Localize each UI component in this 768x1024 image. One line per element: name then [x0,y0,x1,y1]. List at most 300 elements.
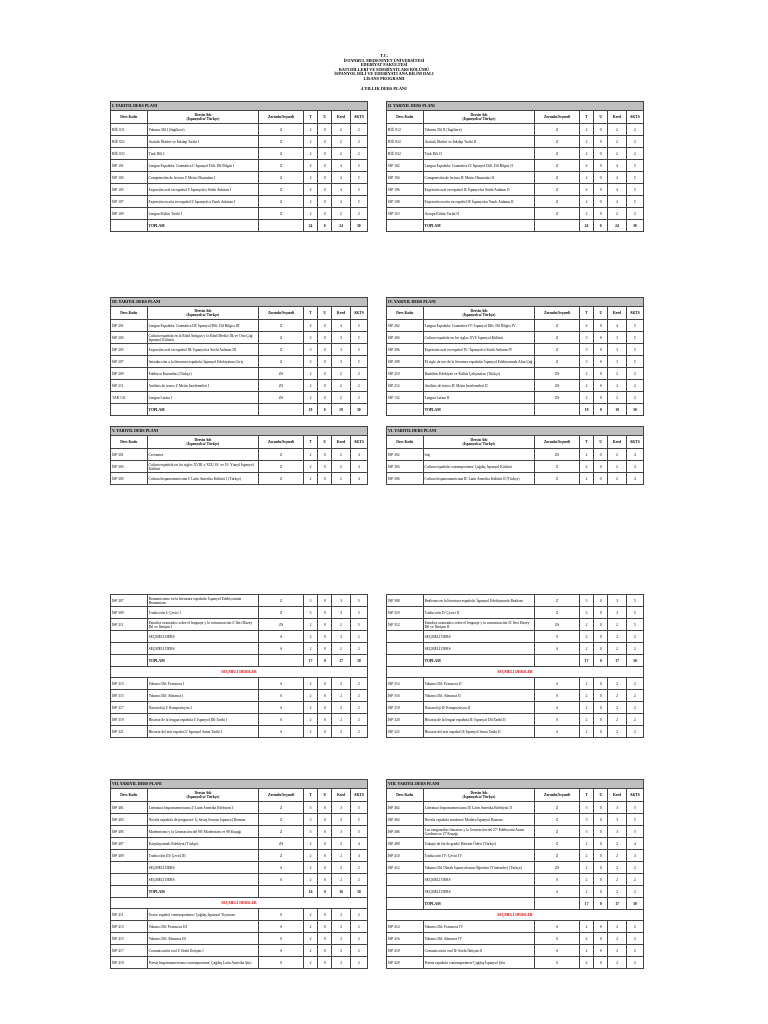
course-kred: 2 [332,136,350,148]
course-t: 4 [579,172,593,184]
course-akts: 2 [350,631,367,643]
col-header-akts: AKTS [350,307,367,320]
course-u: 0 [318,619,332,631]
course-t: 3 [303,344,317,356]
course-row [387,619,644,631]
course-akts: 5 [350,332,367,344]
total-u: 0 [594,898,608,910]
course-code: İSP 414 [387,921,424,933]
course-t: 3 [579,356,593,368]
course-u: 0 [594,957,608,969]
course-type: S [259,702,304,714]
course-kred: 4 [608,160,626,172]
course-code: İSP 307 [111,595,148,607]
col-header-name-line: Dersin Adı [194,791,212,795]
course-kred: 2 [332,702,350,714]
course-u: 0 [318,208,332,220]
course-kred: 2 [332,380,350,392]
course-akts: 5 [626,802,643,814]
course-code: İSP 205 [111,344,148,356]
course-kred: 3 [332,356,350,368]
total-row [387,655,644,667]
course-code: İSP 301 [111,449,148,461]
course-type: Z [535,332,580,344]
course-kred: 3 [332,802,350,814]
course-kred: 2 [332,838,350,850]
course-kred: 2 [332,678,350,690]
course-row [111,714,368,726]
course-akts: 5 [350,160,367,172]
col-header-name-line: (İspanyolca/ Türkçe) [186,442,220,446]
course-u: 0 [594,172,608,184]
course-name: Yabancı Dil: Fransızca III [147,921,259,933]
col-header-kred: Kred [332,789,350,802]
course-u: 0 [318,678,332,690]
course-u: 0 [318,690,332,702]
course-type: Z [259,607,304,619]
course-type: S [535,945,580,957]
col-header-type: Zorunlu/Seçmeli [259,436,304,449]
course-row [387,356,644,368]
course-t: 2 [579,690,593,702]
col-header-name-line: Dersin Adı [194,438,212,442]
total-kred: 24 [332,220,350,232]
course-name: Cultura española en los siglos XVIII y XIX/ 18. ve 19. Yüzyıl İspanyol Kültürü [147,461,259,473]
course-t: 2 [579,619,593,631]
course-name: SEÇMELİ DERS [147,874,259,886]
course-u: 0 [318,838,332,850]
course-type: Z [259,172,304,184]
course-name: Realismo en la literatura española/ İspanyol Edebiyatında Realizm [423,595,535,607]
col-header-akts: AKTS [626,307,643,320]
course-code: İSP 404 [387,814,424,826]
course-code: İSP 132 [387,392,424,404]
course-kred: 2 [608,702,626,714]
col-header-t: T [579,789,593,802]
col-header-akts: AKTS [626,789,643,802]
course-akts: 2 [626,726,643,738]
course-type: S [535,957,580,969]
course-t: 2 [303,690,317,702]
course-code: İSP 320 [387,714,424,726]
document-header [0,54,768,91]
total-label: TOPLAM [147,655,259,667]
total-label: TOPLAM [147,220,259,232]
course-u: 0 [318,368,332,380]
course-type: Z [535,148,580,160]
course-row [111,196,368,208]
course-kred: 3 [608,607,626,619]
course-type: Z [535,196,580,208]
course-akts: 2 [626,886,643,898]
course-type: S [259,631,304,643]
course-code: İSP 103 [111,172,148,184]
course-name: Narratoloji I/ Kompozisyon I [147,702,259,714]
course-row [387,449,644,461]
total-akts: 30 [626,655,643,667]
course-code: İSP 204 [387,332,424,344]
course-kred: 4 [332,184,350,196]
course-kred: 2 [332,461,350,473]
semester-table [386,779,644,969]
course-name: Expresión oral en español I/ İspanyolca Sözlü Anlatım I [147,184,259,196]
course-u: 0 [318,595,332,607]
course-code: İSP 209 [111,368,148,380]
course-kred: 2 [332,631,350,643]
total-label: TOPLAM [147,886,259,898]
total-akts: 30 [626,898,643,910]
col-header-type: Zorunlu/Seçmeli [259,111,304,124]
course-t: 2 [579,136,593,148]
course-t: 3 [579,332,593,344]
course-kred: 2 [608,933,626,945]
course-t: 3 [303,595,317,607]
course-name: Yabancı Dil: Fransızca I [147,678,259,690]
course-u: 0 [318,862,332,874]
course-t: 2 [303,945,317,957]
course-kred: 2 [332,690,350,702]
course-akts: 5 [350,356,367,368]
course-u: 0 [594,850,608,862]
course-row [111,380,368,392]
course-code: İSP 403 [111,814,148,826]
course-row [111,136,368,148]
course-kred: 2 [608,862,626,874]
course-kred: 2 [332,874,350,886]
course-t: 2 [303,850,317,862]
course-code: İSP 305 [111,473,148,485]
course-akts: 2 [626,124,643,136]
course-code: İSP 318 [387,702,424,714]
semester-title: IV. YARIYIL DERS PLANI [387,298,644,307]
col-header-akts: AKTS [350,111,367,124]
course-akts: 4 [350,461,367,473]
course-akts: 2 [350,921,367,933]
course-u: 0 [594,368,608,380]
course-row [387,802,644,814]
course-row [387,172,644,184]
course-kred: 3 [608,356,626,368]
course-type: ZS [535,368,580,380]
course-row [111,344,368,356]
course-akts: 5 [626,619,643,631]
course-code: İSP 406 [387,826,424,838]
course-t: 2 [303,909,317,921]
course-type: Z [259,136,304,148]
course-t: 2 [579,702,593,714]
course-row [387,320,644,332]
course-u: 0 [594,449,608,461]
total-akts: 30 [350,655,367,667]
course-u: 0 [594,678,608,690]
course-akts: 4 [350,473,367,485]
course-row [111,332,368,344]
col-header-kred: Kred [332,307,350,320]
course-code: İSP 411 [111,909,148,921]
col-header-code: Ders Kodu [111,111,148,124]
course-t: 2 [579,208,593,220]
course-t: 2 [303,619,317,631]
course-row [111,461,368,473]
course-row [111,874,368,886]
col-header-name [147,789,259,802]
course-u: 0 [318,356,332,368]
course-type: Z [535,850,580,862]
col-header-u: U [318,307,332,320]
course-u: 0 [594,473,608,485]
course-t: 2 [303,461,317,473]
course-code: İSP 310 [387,607,424,619]
course-akts: 2 [626,714,643,726]
col-header-name-line: (İspanyolca/ Türkçe) [186,117,220,121]
course-type: Z [259,595,304,607]
course-u: 0 [594,160,608,172]
course-u: 0 [594,874,608,886]
course-type: S [535,678,580,690]
course-akts: 5 [626,814,643,826]
course-type: Z [259,208,304,220]
total-t: 24 [303,220,317,232]
course-kred: 2 [332,862,350,874]
course-name: Romanticismo en la literatura española/ İspanyol Edebiyatında Romantizm [147,595,259,607]
course-code: İSP 303 [111,461,148,473]
total-t: 16 [303,886,317,898]
course-type: Z [535,344,580,356]
course-kred: 3 [332,826,350,838]
course-u: 0 [318,945,332,957]
course-code: İSP 415 [111,933,148,945]
course-akts: 2 [350,678,367,690]
course-akts: 2 [626,136,643,148]
total-kred: 17 [332,655,350,667]
total-kred: 19 [332,404,350,416]
course-kred: 3 [608,802,626,814]
total-t: 17 [579,898,593,910]
total-type-empty [259,655,304,667]
course-code: İSP 211 [111,380,148,392]
course-u: 0 [318,136,332,148]
course-row [111,838,368,850]
course-name: Teatro español contemporáneo/ Çağdaş İspanyol Tiyatrosu [147,909,259,921]
course-t: 2 [303,862,317,874]
course-name: Historia del arte español I/ İspanyol Sanat Tarihi I [147,726,259,738]
course-name: Cervantes [147,449,259,461]
semester-table [110,101,368,232]
col-header-type: Zorunlu/Seçmeli [535,789,580,802]
course-t: 4 [303,160,317,172]
course-t: 2 [579,380,593,392]
course-kred: 3 [332,344,350,356]
col-header-code: Ders Kodu [111,789,148,802]
course-akts: 2 [626,921,643,933]
total-code-empty [387,655,424,667]
course-akts: 4 [350,850,367,862]
course-row [111,619,368,631]
semester-table [386,101,644,232]
course-row [111,643,368,655]
course-akts: 5 [350,826,367,838]
course-t: 2 [303,148,317,160]
course-code: İSP 312 [387,619,424,631]
col-header-u: U [318,436,332,449]
course-akts: 5 [626,595,643,607]
course-type: S [535,702,580,714]
course-akts: 2 [626,690,643,702]
course-kred: 3 [608,332,626,344]
course-t: 2 [303,136,317,148]
course-row [387,838,644,850]
course-u: 0 [318,172,332,184]
total-t: 24 [579,220,593,232]
course-code: İSP 402 [387,802,424,814]
course-code: İSP 316 [387,690,424,702]
total-label: TOPLAM [423,404,535,416]
course-akts: 5 [350,172,367,184]
course-type: Z [535,356,580,368]
course-name: Türk Dili II [423,148,535,160]
course-type: ZS [259,380,304,392]
course-code: İSP 313 [111,678,148,690]
course-row [111,826,368,838]
course-name: Rusbilim Edebiyatı ve Kültür Çalışmaları (Türkçe) [423,368,535,380]
course-t: 2 [579,726,593,738]
col-header-u: U [594,307,608,320]
course-type: Z [259,160,304,172]
course-code: İSP 309 [111,607,148,619]
course-type: Z [535,136,580,148]
course-akts: 5 [626,196,643,208]
course-kred: 2 [608,886,626,898]
course-type: S [259,690,304,702]
course-akts: 2 [350,643,367,655]
course-code: İSP 102 [387,160,424,172]
course-type: S [535,643,580,655]
semester-table [110,779,368,969]
course-akts: 4 [626,461,643,473]
course-row [111,921,368,933]
course-u: 0 [318,607,332,619]
course-akts: 2 [350,702,367,714]
course-code: İSP 315 [111,690,148,702]
course-akts: 5 [626,160,643,172]
header-line: İSTANBUL MEDENİYET ÜNİVERSİTESİ [343,57,425,63]
course-kred: 3 [332,607,350,619]
course-name: Las vanguardias literarias y la Generación del 27/ Edebiyatta Avant Gardizm ve 27 Kuşağı [423,826,535,838]
course-u: 0 [594,690,608,702]
course-u: 0 [318,473,332,485]
col-header-kred: Kred [332,111,350,124]
course-code: İSP 201 [111,320,148,332]
course-name: Literatura hispanoamericana I/ Latin Amerika Edebiyatı I [147,802,259,814]
semester-title: II. YARIYIL DERS PLANI [387,102,644,111]
header-line: T.C. [380,53,388,58]
col-header-name [423,436,535,449]
course-type: Z [259,196,304,208]
total-code-empty [111,886,148,898]
course-type: Z [535,595,580,607]
course-t: 2 [579,449,593,461]
course-type: Z [259,332,304,344]
col-header-kred: Kred [608,789,626,802]
course-kred: 2 [332,726,350,738]
total-label: TOPLAM [423,898,535,910]
course-u: 0 [594,838,608,850]
course-u: 0 [318,802,332,814]
course-akts: 2 [350,136,367,148]
course-t: 2 [303,726,317,738]
col-header-name [423,111,535,124]
total-type-empty [259,886,304,898]
col-header-kred: Kred [608,111,626,124]
semester-table [110,297,368,416]
course-u: 0 [318,874,332,886]
course-row [387,184,644,196]
course-code: İSP 416 [387,933,424,945]
col-header-code: Ders Kodu [387,307,424,320]
course-row [111,862,368,874]
course-type: ZS [535,449,580,461]
course-u: 0 [594,136,608,148]
course-code: BİÜ 012 [387,124,424,136]
total-type-empty [535,898,580,910]
col-header-name [147,436,259,449]
course-t: 4 [303,320,317,332]
course-t: 2 [303,124,317,136]
course-u: 0 [594,921,608,933]
course-akts: 5 [626,172,643,184]
total-type-empty [259,404,304,416]
course-t: 2 [579,473,593,485]
course-kred: 2 [608,957,626,969]
course-type: Z [535,172,580,184]
total-row [387,898,644,910]
course-t: 2 [579,124,593,136]
course-name: Cultura hispanoamericana II/ Latin Amerika Kültürü II (Türkçe) [423,473,535,485]
course-name: Cultura española en la Edad Antigua y la Edad Media/ İlk ve Orta Çağ İspanyol Kültürü [147,332,259,344]
col-header-t: T [579,436,593,449]
course-code: İSP 210 [387,368,424,380]
course-code: İSP 405 [111,826,148,838]
course-t: 2 [303,208,317,220]
course-type: S [259,874,304,886]
col-header-name [147,307,259,320]
course-akts: 2 [350,933,367,945]
course-t: 2 [579,874,593,886]
course-row [111,690,368,702]
course-row [387,814,644,826]
course-code: İSP 105 [111,184,148,196]
course-row [387,160,644,172]
course-kred: 4 [608,196,626,208]
course-row [111,172,368,184]
course-name: Lengua Española: Gramática IV/ İspanyol Dili: Dil Bilgisi IV [423,320,535,332]
course-kred: 2 [332,714,350,726]
course-name: Traducción III/ Çeviri III [147,850,259,862]
course-u: 0 [318,714,332,726]
course-row [111,631,368,643]
course-kred: 2 [608,838,626,850]
course-u: 0 [318,909,332,921]
course-kred: 4 [608,184,626,196]
course-code: BİÜ 021 [111,136,148,148]
course-code: İSP 110 [387,208,424,220]
course-type: S [259,945,304,957]
course-code: İSP 321 [111,726,148,738]
course-akts: 2 [626,380,643,392]
course-type: Z [535,320,580,332]
course-akts: 2 [626,702,643,714]
course-name: Yabancı Dil: Fransızca II [423,678,535,690]
